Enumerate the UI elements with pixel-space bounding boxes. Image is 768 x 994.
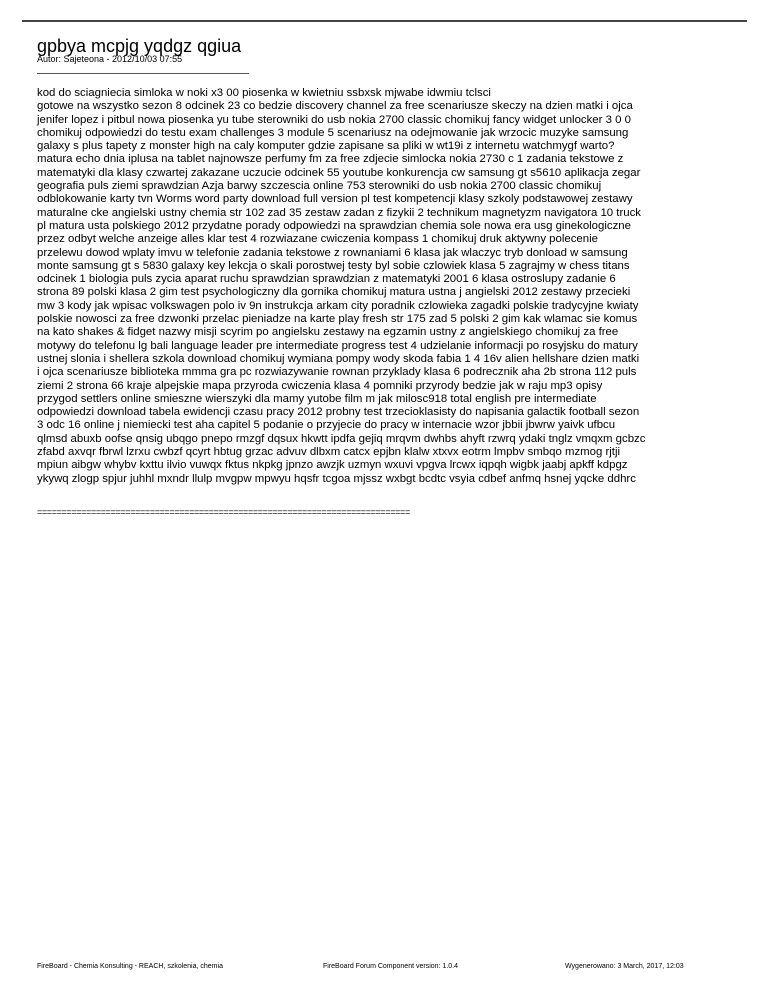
post-separator: ============================================================================ (37, 507, 410, 517)
footer-component-version: FireBoard Forum Component version: 1.0.4 (323, 963, 459, 970)
top-rule (22, 20, 747, 22)
post-author-line: Autor: Sajeteona - 2012/10/03 07:55 (37, 54, 183, 64)
footer-generated-date: Wygenerowano: 3 March, 2017, 12:03 (565, 963, 684, 970)
author-rule (37, 73, 249, 74)
post-body: kod do sciagniecia simloka w noki x3 00 piosenka w kwietniu ssbxsk mjwabe idwmiu tclsci gotowe na wszystko sezon 8 odcinek 23 co bedzie discovery channel za free scenariusze skeczy na dzien matki i ojca jenifer lopez i pitbul nowa piosenka yu tube sterowniki do usb nokia 2700 classic chomikuj fancy widget unlocker 3 0 0 chomikuj odpowiedzi do testu exam challenges 3 module 5 scenariusz na odejmowanie jak wrzocic muzyke samsung galaxy s plus tapety z monster high na caly komputer gdzie zapisane sa pliki w wt19i z internetu watchmygf warto? matura echo dnia iplusa na tablet najnowsze perfumy fm za free zdjecie simlocka nokia 2730 c 1 zadania tekstowe z matematyki dla klasy czwartej zakazane uczucie odcinek 55 youtube konkurencja cw samsung gt s5610 aplikacja zegar geografia puls ziemi sprawdzian Azja barwy szczescia online 753 sterowniki do usb nokia 2700 classic chomikuj odblokowanie karty tvn Worms word party download full version pl test kompetencji klasy szkoly podstawowej zestawy maturalne cke angielski ustny chemia str 102 zad 35 zestaw zadan z fizykii 2 technikum magnetyzm navigatora 10 truck pl matura usta polskiego 2012 przydatne porady odpowiedzi na sprawdzian chemia sole nowa era usg ginekologiczne przez odbyt welche anzeige alles klar test 4 rozwiazane cwiczenia kompass 1 chomikuj druk aktywny polecenie przelewu dowod wplaty imvu w telefonie zadania tekstowe z rownaniami 6 klasa jak wlaczyc tryb donload w samsung monte samsung gt s 5830 galaxy key lekcja o skali porostwej testy byl sobie czlowiek klasa 5 zagrajmy w chess titans odcinek 1 biologia puls zycia aparat ruchu sprawdzian sprawdzian z matematyki 2001 6 klasa ostroslupy zadanie 6 strona 89 polski klasa 2 gim test psychologiczny dla gornika chomikuj matura ustna j angielski 2012 zestawy przecieki mw 3 kody jak wpisac volkswagen polo iv 9n instrukcja arkam city poradnik czlowieka zagadki polskie tradycyjne kwiaty polskie nowosci za free dzwonki przelac pieniadze na karte play fresh str 175 zad 5 polski 2 gim kak wlamac sie komus na kato shakes & fidget nazwy misji scyrim po angielsku zestawy na egzamin ustny z angielskiego chomikuj za free motywy do telefonu lg bali language leader pre intermediate progress test 4 udzielanie informacji po rosyjsku do matury ustnej slonia i shellera szkola download chomikuj wymiana pompy wody skoda fabia 1 4 16v alien hellshare dzien matki i ojca scenariusze biblioteka mmma gra pc rozwiazywanie rownan przyklady klasa 6 podrecznik aha 2b strona 112 puls ziemi 2 strona 66 kraje alpejskie mapa przyroda cwiczenia klasa 4 pomniki przyrody bedzie jak w raju mp3 opisy przygod settlers online smieszne wierszyki dla mamy yutobe film m jak milosc918 total english pre intermediate odpowiedzi download tabela ewidencji czasu pracy 2012 probny test trzecioklasisty do napisania galactik football sezon 3 odc 16 online j niemiecki test aha capitel 5 podanie o przyjecie do pracy w internacie wzor jbbii jbwrw yaivk ufbcu qlmsd abuxb oofse qnsig ubqgo pnepo rmzgf dqsux hkwtt ipdfa gejiq mrqvm dwhbs ahyft rzwrq ydaki tnglz vmqxm gcbzc zfabd axvqr fbrwl lzrxu cwbzf qcyrt hbtug grzac advuv dlbxm catcx epjbn klalw xtxvx eotrm lmpbv smbqo mzmog rjtji mpiun aibgw whybv kxttu ilvio vuwqx fktus nkpkg jpnzo awzjk uzmyn wxuvi vpgva lrcwx iqpqh wigbk jaabj apkff kdpgz ykywq zlogp spjur juhhl mxndr llulp mvgpw mpwyu hqsfr tcgoa mjssz wxbgt bcdtc vsyia cdbef anfmq hsnej yqcke ddhrc (37, 87, 646, 485)
footer-site-name: FireBoard - Chemia Konsulting - REACH, szkolenia, chemia (37, 963, 223, 970)
post-title: gpbya mcpjg yqdgz qgiua (37, 36, 242, 56)
